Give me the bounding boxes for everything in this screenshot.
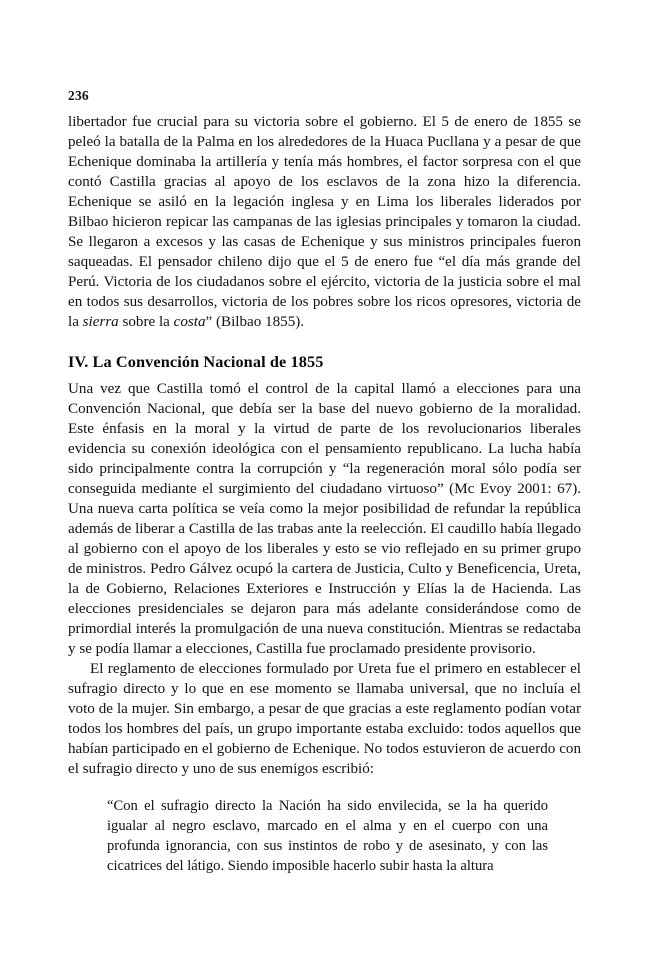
block-quotation: “Con el sufragio directo la Nación ha sido envilecida, se la ha querido igualar al negro esclavo, marcado en el alma y en el cuerpo con una profunda ignorancia, con sus instintos de robo y de asesinato, y con las cicatrices del látigo. Siendo imposible hacerlo subir hasta la altura [107, 798, 548, 875]
paragraph-suffrage-regulations: El reglamento de elecciones formulado por Ureta fue el primero en establecer el sufragio directo y lo que en ese momento se llamaba universal, que no incluía el voto de la mujer. Sin embargo, a pesar de que gracias a este reglamento podían votar todos los hombres del país, un grupo importante estaba excluido: todos aquellos que habían participado en el gobierno de Echenique. No todos estuvieron de acuerdo con el sufragio directo y uno de sus enemigos escribió: [68, 661, 581, 778]
paragraph-1-text: libertador fue crucial para su victoria sobre el gobierno. El 5 de enero de 1855 se peleó la batalla de la Palma en los alrededores de la Huaca Pucllana y a pesar de que Echenique dominaba la artillería y tenía más hombres, el factor sorpresa con el que contó Castilla gracias al apoyo de los esclavos de la zona hizo la diferencia. Echenique se asiló en la legación inglesa y en Lima los liberales liderados por Bilbao hicieron repicar las campanas de las iglesias principales y tomaron la ciudad. Se llegaron a excesos y las casas de Echenique y sus ministros principales fueron saqueadas. El pensador chileno dijo que el 5 de enero fue “el día más grande del Perú. Victoria de los ciudadanos sobre el ejército, victoria de la justicia sobre el mal en todos sus desarrollos, victoria de los pobres sobre los ricos opresores, victoria de la [68, 114, 581, 331]
paragraph-1-citation: ” (Bilbao 1855). [205, 314, 305, 331]
italic-term-sierra: sierra [82, 314, 119, 331]
page-number: 236 [68, 88, 89, 103]
paragraph-1-mid-text: sobre la [118, 314, 174, 331]
spacer-before-quote [68, 779, 581, 796]
italic-term-costa: costa [173, 314, 206, 331]
text-column [68, 112, 581, 876]
section-heading: IV. La Convención Nacional de 1855 [68, 351, 324, 371]
paragraph-section-opening: Una vez que Castilla tomó el control de la capital llamó a elecciones para una Convención Nacional, que debía ser la base del nuevo gobierno de la moralidad. Este énfasis en la moral y la virtud de parte de los revolucionarios liberales evidencia su conexión ideológica con el pensamiento republicano. La lucha había sido principalmente contra la corrupción y “la regeneración moral sólo podía ser conseguida mediante el surgimiento del ciudadano virtuoso” (Mc Evoy 2001: 67). Una nueva carta política se veía como la mejor posibilidad de refundar la república además de liberar a Castilla de las trabas ante la reelección. El caudillo había llegado al gobierno con el apoyo de los liberales y esto se vio reflejado en su primer grupo de ministros. Pedro Gálvez ocupó la cartera de Justicia, Culto y Beneficencia, Ureta, la de Gobierno, Relaciones Exteriores e Instrucción y Elías la de Hacienda. Las elecciones presidenciales se dejaron para más adelante considerándose como de primordial interés la promulgación de una nueva constitución. Mientras se redactaba y se podía llamar a elecciones, Castilla fue proclamado presidente provisorio. [68, 380, 581, 658]
paragraph-continuation [68, 112, 581, 333]
spacer-before-heading [68, 333, 581, 352]
spacer-after-heading [68, 372, 581, 379]
